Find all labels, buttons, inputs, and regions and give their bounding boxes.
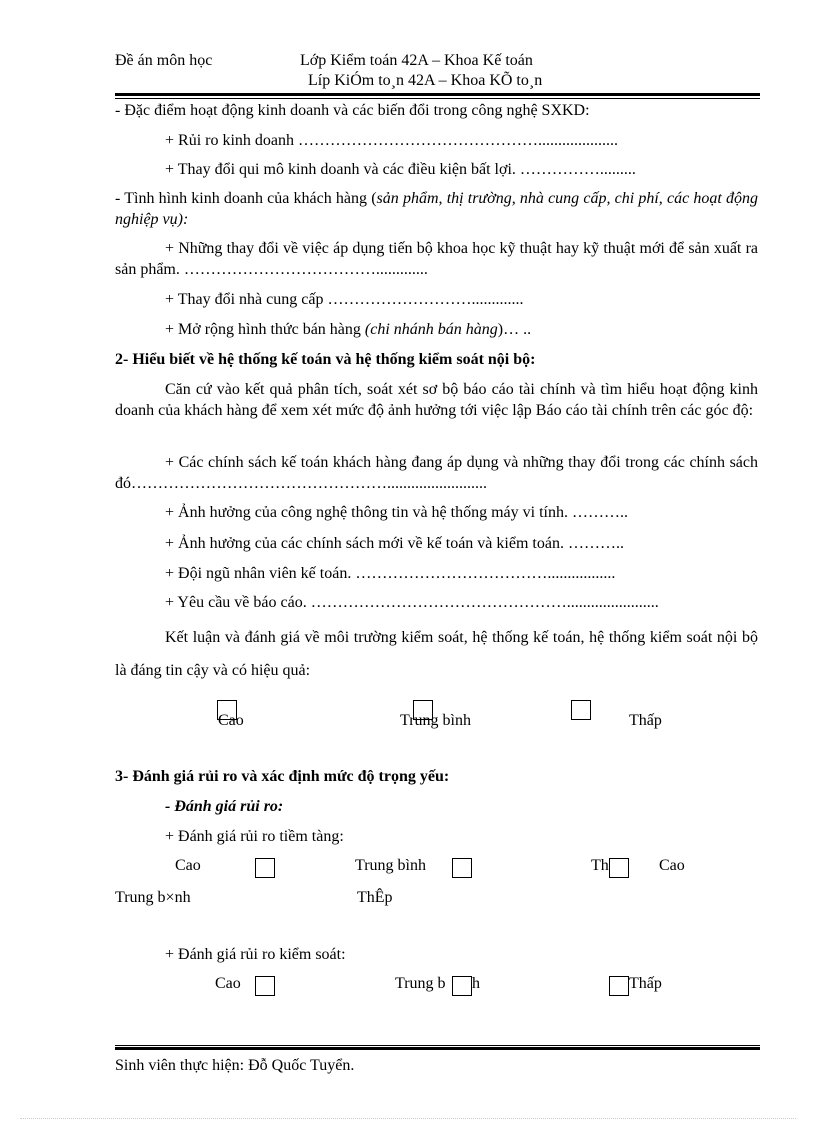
it-impact-item: + Ảnh hưởng của công nghệ thông tin và hệ thống máy vi tính. ……….. xyxy=(165,504,628,521)
option-low-label: Thấp xyxy=(629,712,662,729)
checkbox-low[interactable] xyxy=(571,700,591,720)
section2-heading: 2- Hiểu biết về hệ thống kế toán và hệ thống kiểm soát nội bộ: xyxy=(115,351,536,368)
garbled-low-label: ThÊp xyxy=(357,889,393,906)
section2-intro: Căn cứ vào kết quả phân tích, soát xét sơ bộ báo cáo tài chính và tìm hiểu hoạt động kinh doanh của khách hàng để xem xét mức độ ảnh hưởng tới việc lập Báo cáo tài chính trên các góc độ: xyxy=(115,381,758,419)
control-medium-label-tail: h xyxy=(472,975,480,992)
footer-author: Sinh viên thực hiện: Đỗ Quốc Tuyển. xyxy=(115,1057,355,1074)
footer-rule-thin xyxy=(115,1045,760,1046)
report-requirements-item: + Yêu cầu về báo cáo. …………………………………………....................... xyxy=(165,594,659,611)
sales-expansion-tail: )… .. xyxy=(497,321,532,338)
supplier-change-text: + Thay đổi nhà cung cấp ………………………............. xyxy=(165,291,524,308)
inherent-high-label: Cao xyxy=(175,857,201,874)
control-medium-label: Trung b xyxy=(395,975,446,992)
header-class-line-garbled: Líp KiÓm to¸n 42A – Khoa KÕ to¸n xyxy=(308,72,543,89)
inherent-medium-checkbox[interactable] xyxy=(452,858,472,878)
accounting-staff-item: + Đội ngũ nhân viên kế toán. ………………………………................. xyxy=(165,565,616,582)
control-low-label: Thấp xyxy=(629,975,662,992)
footer-rule-thick xyxy=(115,1047,760,1050)
page-bottom-edge xyxy=(20,1118,796,1119)
control-conclusion: Kết luận và đánh giá về môi trường kiểm soát, hệ thống kế toán, hệ thống kiểm soát nội bộ là đáng tin cậy và có hiệu quả: xyxy=(115,629,758,679)
control-high-label: Cao xyxy=(215,975,241,992)
business-situation-text: - Tình hình kinh doanh của khách hàng ( xyxy=(115,190,377,207)
sales-expansion-item xyxy=(165,320,531,340)
business-scale-item: + Thay đổi qui mô kinh doanh và các điều kiện bất lợi. ……………......... xyxy=(165,161,636,178)
inherent-risk-label: + Đánh giá rủi ro tiềm tàng: xyxy=(165,828,344,845)
business-risk-item: + Rủi ro kinh doanh ……………………………………….................... xyxy=(165,132,619,149)
section3-heading: 3- Đánh giá rủi ro và xác định mức độ trọng yếu: xyxy=(115,768,450,785)
header-rule-thick xyxy=(115,93,760,96)
new-policies-item: + Ảnh hưởng của các chính sách mới về kế toán và kiểm toán. ……….. xyxy=(165,535,624,552)
inherent-low-checkbox[interactable] xyxy=(609,858,629,878)
option-medium-label: Trung bình xyxy=(400,712,471,729)
sales-expansion-text: + Mở rộng hình thức bán hàng xyxy=(165,321,365,338)
business-characteristics-bullet: - Đặc điểm hoạt động kinh doanh và các biến đổi trong công nghệ SXKD: xyxy=(115,102,590,119)
sales-expansion-detail: (chi nhánh bán hàng xyxy=(364,321,498,338)
inherent-low-label: Th xyxy=(591,857,609,874)
header-rule-thin xyxy=(115,98,760,99)
business-situation-details: sản phẩm, thị trường, nhà cung cấp, chi phí, các hoạt động nghiệp vụ): xyxy=(115,190,758,228)
accounting-policies-item: + Các chính sách kế toán khách hàng đang áp dụng và những thay đổi trong các chính sách đó…………………………………………......................... xyxy=(115,454,758,492)
inherent-high-checkbox[interactable] xyxy=(255,858,275,878)
control-high-checkbox[interactable] xyxy=(255,976,275,996)
technology-change-item: + Những thay đổi về việc áp dụng tiến bộ khoa học kỹ thuật hay kỹ thuật mới để sản xuất ra sản phẩm. ………………………………............. xyxy=(115,240,758,278)
option-high-label: Cao xyxy=(218,712,244,729)
inherent-extra-label: Cao xyxy=(659,857,685,874)
inherent-medium-label: Trung bình xyxy=(355,857,426,874)
control-risk-label: + Đánh giá rủi ro kiểm soát: xyxy=(165,946,346,963)
supplier-change-item xyxy=(165,290,523,310)
header-class-line: Lớp Kiểm toán 42A – Khoa Kế toán xyxy=(300,52,533,69)
garbled-medium-label: Trung b×nh xyxy=(115,889,191,906)
header-course-label: Đề án môn học xyxy=(115,52,213,69)
business-situation-bullet xyxy=(115,188,758,230)
control-low-checkbox[interactable] xyxy=(609,976,629,996)
control-medium-checkbox[interactable] xyxy=(452,976,472,996)
risk-assessment-subheading: - Đánh giá rủi ro: xyxy=(165,798,284,815)
